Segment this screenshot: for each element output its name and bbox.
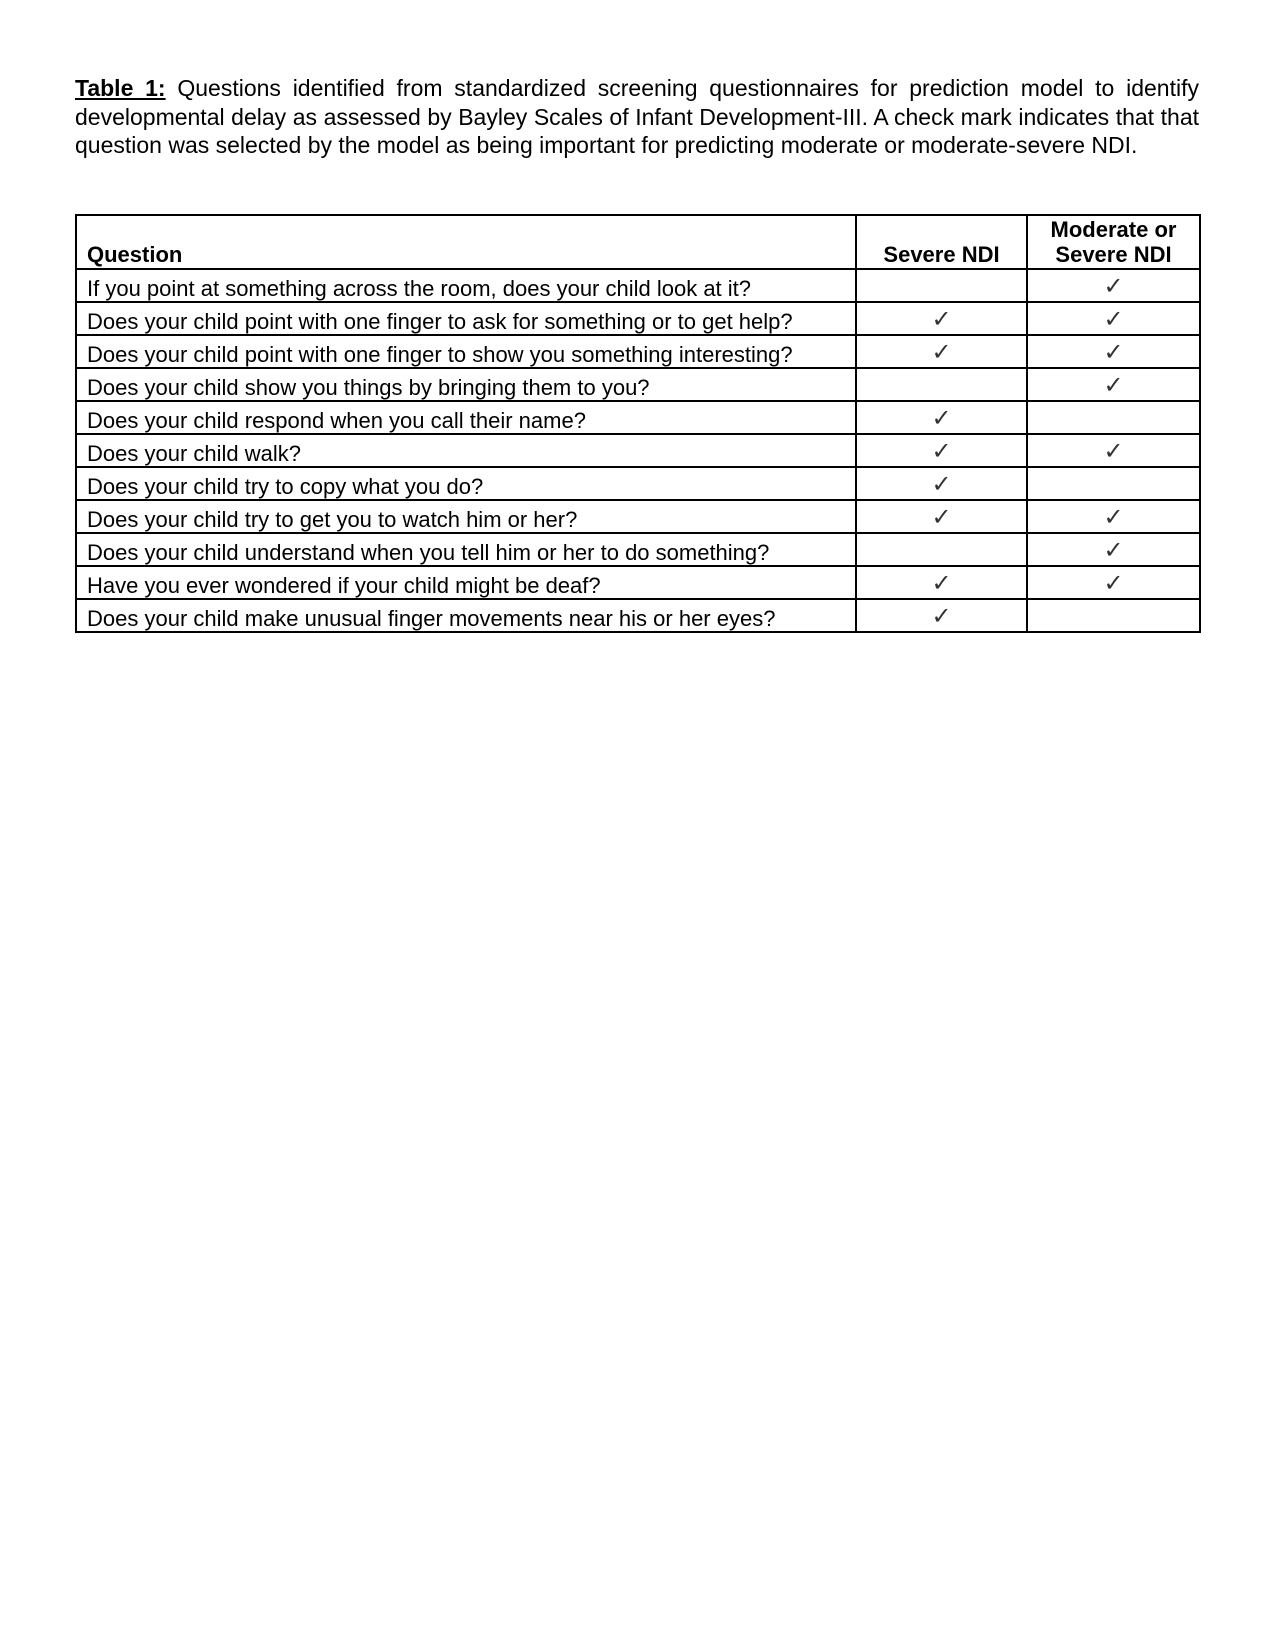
moderate-or-severe-ndi-cell bbox=[1027, 269, 1200, 302]
check-mark-icon: ✓ bbox=[1103, 337, 1124, 366]
moderate-or-severe-ndi-cell bbox=[1027, 335, 1200, 368]
check-mark-icon: ✓ bbox=[931, 403, 952, 432]
header-moderate-line2: Severe NDI bbox=[1055, 242, 1172, 267]
header-question: Question bbox=[76, 215, 856, 269]
table-row bbox=[76, 500, 1200, 533]
check-mark-icon: ✓ bbox=[931, 436, 952, 465]
table-row bbox=[76, 335, 1200, 368]
check-mark-icon: ✓ bbox=[931, 469, 952, 498]
check-mark-icon: ✓ bbox=[1103, 271, 1124, 300]
question-cell: Does your child show you things by bringing them to you? bbox=[76, 368, 856, 401]
moderate-or-severe-ndi-cell bbox=[1027, 401, 1200, 434]
question-cell: Does your child try to get you to watch him or her? bbox=[76, 500, 856, 533]
question-cell: Does your child make unusual finger movements near his or her eyes? bbox=[76, 599, 856, 632]
question-cell: Does your child try to copy what you do? bbox=[76, 467, 856, 500]
severe-ndi-cell bbox=[856, 401, 1027, 434]
question-cell: Does your child point with one finger to show you something interesting? bbox=[76, 335, 856, 368]
moderate-or-severe-ndi-cell bbox=[1027, 434, 1200, 467]
table-row bbox=[76, 599, 1200, 632]
moderate-or-severe-ndi-cell bbox=[1027, 467, 1200, 500]
table-row bbox=[76, 368, 1200, 401]
table-caption bbox=[75, 74, 1199, 160]
table-row bbox=[76, 467, 1200, 500]
table-row bbox=[76, 434, 1200, 467]
severe-ndi-cell bbox=[856, 566, 1027, 599]
question-cell: If you point at something across the room, does your child look at it? bbox=[76, 269, 856, 302]
check-mark-icon: ✓ bbox=[931, 601, 952, 630]
moderate-or-severe-ndi-cell bbox=[1027, 566, 1200, 599]
questions-table bbox=[75, 214, 1201, 633]
severe-ndi-cell bbox=[856, 269, 1027, 302]
question-cell: Does your child understand when you tell him or her to do something? bbox=[76, 533, 856, 566]
question-cell: Does your child point with one finger to ask for something or to get help? bbox=[76, 302, 856, 335]
check-mark-icon: ✓ bbox=[1103, 370, 1124, 399]
table-row bbox=[76, 269, 1200, 302]
table-row bbox=[76, 401, 1200, 434]
question-cell: Have you ever wondered if your child might be deaf? bbox=[76, 566, 856, 599]
table-caption-text: Questions identified from standardized screening questionnaires for prediction model to identify developmental delay as assessed by Bayley Scales of Infant Development-III. A check mark indicates that that question was selected by the model as being important for predicting moderate or moderate-severe NDI. bbox=[75, 75, 1199, 158]
question-cell: Does your child respond when you call their name? bbox=[76, 401, 856, 434]
question-cell: Does your child walk? bbox=[76, 434, 856, 467]
check-mark-icon: ✓ bbox=[931, 502, 952, 531]
table-header-row bbox=[76, 215, 1200, 269]
header-severe-ndi: Severe NDI bbox=[856, 215, 1027, 269]
check-mark-icon: ✓ bbox=[931, 568, 952, 597]
table-row bbox=[76, 566, 1200, 599]
moderate-or-severe-ndi-cell bbox=[1027, 599, 1200, 632]
check-mark-icon: ✓ bbox=[931, 304, 952, 333]
header-moderate-or-severe-ndi bbox=[1027, 215, 1200, 269]
table-row bbox=[76, 302, 1200, 335]
check-mark-icon: ✓ bbox=[1103, 436, 1124, 465]
severe-ndi-cell bbox=[856, 434, 1027, 467]
check-mark-icon: ✓ bbox=[931, 337, 952, 366]
check-mark-icon: ✓ bbox=[1103, 502, 1124, 531]
check-mark-icon: ✓ bbox=[1103, 568, 1124, 597]
severe-ndi-cell bbox=[856, 599, 1027, 632]
moderate-or-severe-ndi-cell bbox=[1027, 500, 1200, 533]
table-row bbox=[76, 533, 1200, 566]
severe-ndi-cell bbox=[856, 302, 1027, 335]
severe-ndi-cell bbox=[856, 368, 1027, 401]
check-mark-icon: ✓ bbox=[1103, 535, 1124, 564]
table-caption-label: Table 1: bbox=[75, 75, 166, 101]
severe-ndi-cell bbox=[856, 467, 1027, 500]
severe-ndi-cell bbox=[856, 533, 1027, 566]
severe-ndi-cell bbox=[856, 335, 1027, 368]
moderate-or-severe-ndi-cell bbox=[1027, 302, 1200, 335]
severe-ndi-cell bbox=[856, 500, 1027, 533]
check-mark-icon: ✓ bbox=[1103, 304, 1124, 333]
header-moderate-line1: Moderate or bbox=[1050, 217, 1177, 242]
moderate-or-severe-ndi-cell bbox=[1027, 533, 1200, 566]
moderate-or-severe-ndi-cell bbox=[1027, 368, 1200, 401]
